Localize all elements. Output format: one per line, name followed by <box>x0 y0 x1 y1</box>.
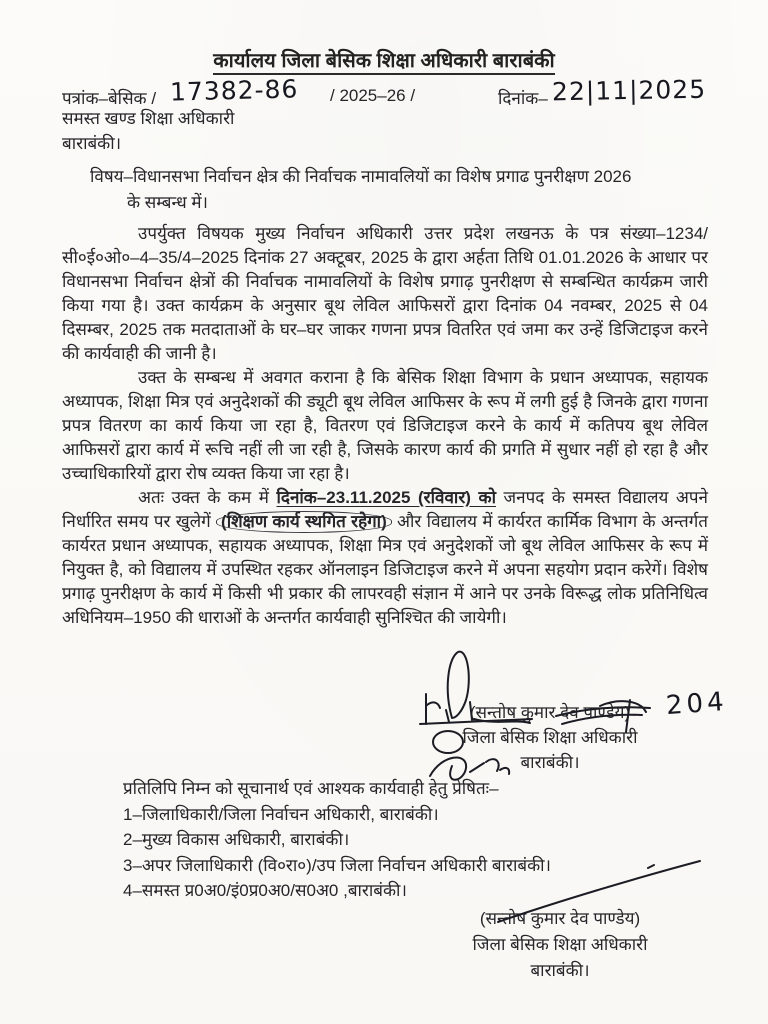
copies-heading: प्रतिलिपि निम्न को सूचानार्थ एवं आश्यक कार्यवाही हेतु प्रेषितः– <box>123 779 499 798</box>
para3-rest: और विद्यालय में कार्यरत कार्मिक विभाग के अन्तर्गत कार्यरत प्रधान अध्यापक, सहायक अध्यापक, शिक्षा मित्र एवं अनुदेशकों जो बूथ लेविल आफिसर के रूप में नियुक्त है, को विद्यालय में उपस्थित रहकर ऑनलाइन डिजिटाइज करने में अपना सहयोग प्रदान करेगें। विशेष प्रगाढ़ पुनरीक्षण के कार्य में किसी भी प्रकार की लापरवही संज्ञान में आने पर उनके विरूद्ध लोक प्रतिनिधित्व अधिनियम–1950 की धाराओं के अन्तर्गत कार्यवाही सुनिश्चित की जायेगी। <box>62 512 708 627</box>
signatory-place-upper: बाराबंकी। <box>520 753 580 772</box>
letter-body <box>62 222 708 630</box>
handwritten-dispatch-note: 204 <box>665 686 729 722</box>
signature-block-upper <box>400 686 729 775</box>
subject-block <box>90 164 720 216</box>
handwritten-date: 22|11|2025 <box>551 74 707 107</box>
copies-item-3: 3–अपर जिलाधिकारी (वि०रा०)/उप जिला निर्वाचन अधिकारी बाराबंकी। <box>123 855 551 875</box>
subject-line2: के सम्बन्ध में। <box>127 193 208 212</box>
para3-underlined-date: दिनांक–23.11.2025 (रविवार) को <box>276 488 496 507</box>
copies-item-4: 4–समस्त प्र0अ0/इं0प्र0अ0/स0अ0 ,बाराबंकी। <box>123 881 407 900</box>
body-paragraph-1: उपर्युक्त विषयक मुख्य निर्वाचन अधिकारी उत्तर प्रदेश लखनऊ के पत्र संख्या–1234/सी०ई०ओ०–4–35/4–2025 दिनांक 27 अक्टूबर, 2025 के द्वारा अर्हता तिथि 01.01.2026 के आधार पर विधानसभा निर्वाचन क्षेत्रों की निर्वाचक नामावलियों के विशेष प्रगाढ़ पुनरीक्षण से सम्बन्धित कार्यक्रम जारी किया गया है। उक्त कार्यक्रम के अनुसार बूथ लेविल आफिसरों द्वारा दिनांक 04 नवम्बर, 2025 से 04 दिसम्बर, 2025 तक मतदाताओं के घर–घर जाकर गणना प्रपत्र वितरित एवं जमा कर उन्हें डिजिटाइज करने की कार्यवाही की जानी है। <box>62 224 708 363</box>
signature-block-lower <box>420 906 700 984</box>
addressee-line1: समस्त खण्ड शिक्षा अधिकारी <box>62 109 235 128</box>
para3-circled-note: (शिक्षण कार्य स्थगित रहेगा) <box>216 511 392 533</box>
addressee-block <box>62 106 234 156</box>
copies-block <box>123 776 551 904</box>
ref-session-text: / 2025–26 / <box>330 86 416 105</box>
signatory-place-lower: बाराबंकी। <box>530 961 590 980</box>
signatory-name-upper: (सन्तोष कुमार देव पाण्डेय) <box>469 703 631 722</box>
handwritten-ref-number: 17382-86 <box>169 74 299 107</box>
signatory-designation-upper: जिला बेसिक शिक्षा अधिकारी <box>462 728 638 747</box>
office-title <box>0 46 768 73</box>
office-title-text: कार्यालय जिला बेसिक शिक्षा अधिकारी बाराबंकी <box>213 50 554 75</box>
copies-item-2: 2–मुख्य विकास अधिकारी, बाराबंकी। <box>123 830 350 849</box>
subject-line1: विषय–विधानसभा निर्वाचन क्षेत्र की निर्वाचक नामावलियों का विशेष प्रगाढ पुनरीक्षण 2026 <box>90 167 632 186</box>
para3-mid: जनपद के समस्त विद्यालय अपने निर्धारित समय पर खुलेगें <box>62 488 708 531</box>
copies-item-1: 1–जिलाधिकारी/जिला निर्वाचन अधिकारी, बाराबंकी। <box>123 804 439 824</box>
body-paragraph-2: उक्त के सम्बन्ध में अवगत कराना है कि बेसिक शिक्षा विभाग के प्रधान अध्यापक, सहायक अध्यापक, शिक्षा मित्र एवं अनुदेशकों की ड्यूटी बूथ लेविल आफिसर के रूप में लगी हुई है जिनके द्वारा गणना प्रपत्र वितरण का कार्य किया जा रहा है, वितरण एवं डिजिटाइज करने के कार्य में कतिपय बूथ लेविल आफिसरों द्वारा कार्य में रूचि नहीं ली जा रही है, जिसके कारण कार्य की प्रगति में सुधार नहीं हो रहा है और उच्चाधिकारियों द्वारा रोष व्यक्त किया जा रहा है। <box>62 368 708 483</box>
addressee-line2: बाराबंकी। <box>62 134 122 153</box>
signatory-designation-lower: जिला बेसिक शिक्षा अधिकारी <box>472 935 648 954</box>
date-label: दिनांक– <box>498 89 548 108</box>
ref-number-label: पत्रांक–बेसिक / <box>62 89 157 108</box>
para3-lead: अतः उक्त के कम में <box>138 488 277 507</box>
signatory-name-lower: (सन्तोष कुमार देव पाण्डेय) <box>479 909 641 928</box>
body-paragraph-3 <box>62 486 708 630</box>
